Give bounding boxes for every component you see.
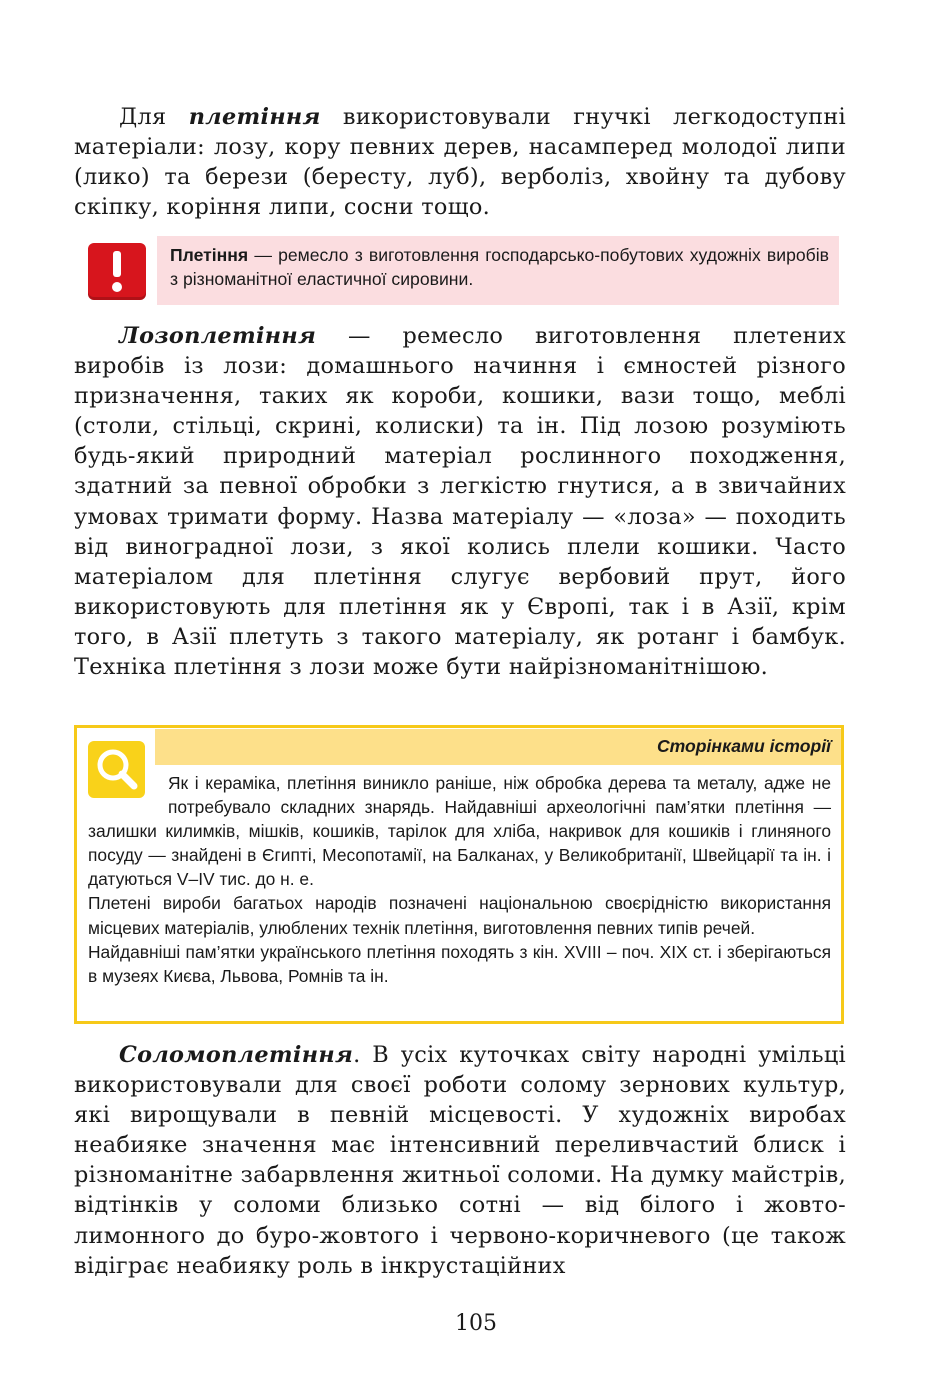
history-paragraph: Плетені вироби багатьох народів позначені національною своєрідністю використання місцевих матеріалів, улюблених технік плетіння, виготовлення певних типів речей. — [88, 893, 831, 938]
exclamation-icon — [88, 243, 146, 300]
definition-text — [170, 243, 829, 291]
paragraph-straw-weaving — [74, 1040, 846, 1281]
history-text — [88, 771, 831, 988]
history-paragraph: Як і кераміка, плетіння виникло раніше, ніж обробка дерева та металу, адже не потребувало складних знарядь. Найдавніші археологічні пам’ятки плетіння — залишки килимків, мішків, кошиків, тарілок для хліба, накривок для кошиків і глиняного посуду — знайдені в Єгипті, Месопотамії, на Балканах, у Великобританії, Швейцарії та ін. і датуються V–IV тис. до н. е. — [88, 773, 831, 890]
paragraph-text: Для — [119, 104, 189, 130]
paragraph-text: . В усіх куточках світу народні умільці використовували для своєї роботи солому зернових культур, які вирощували в певній місцевості. У художніх виробах неабияке значення має інтенсивний переливчастий блиск і різноманітне забарвлення житньої соломи. На думку майстрів, відтінків у соломи близько сотні — від білого і жовто-лимонного до буро-жовтого і червоно-коричневого (це також відіграє неабияку роль в інкрустаційних — [74, 1042, 846, 1279]
definition-body: — ремесло з виготовлення господарсько-побутових художніх виробів з різноманітної еластичної сировини. — [170, 245, 829, 289]
page-number: 105 — [455, 1311, 497, 1336]
paragraph-text: — ремесло виготовлення плетених виробів із лози: домашнього начиння і ємностей різного призначення, таких як короби, кошики, вази тощо, меблі (столи, стільці, скрині, колиски) та ін. Під лозою розуміють будь-який природний матеріал рослинного походження, здатний за певної обробки з легкістю гнутися, а в звичайних умовах тримати форму. Назва матеріалу — «лоза» — походить від виноградної лози, з якої колись плели кошики. Часто матеріалом для плетіння слугує вербовий прут, його використовують для плетіння як у Європі, так і в Азії, крім того, в Азії плетуть з такого матеріалу, як ротанг і бамбук. Техніка плетіння з лози може бути найрізноманітнішою. — [74, 323, 846, 681]
paragraph-wickerwork — [74, 321, 846, 682]
paragraph-text: використовували гнучкі легкодоступні матеріали: лозу, кору певних дерев, насамперед молодої липи (лико) та берези (бересту, луб), верболіз, хвойну та дубову скіпку, коріння липи, сосни тощо. — [74, 104, 847, 221]
term-wickerwork: Лозоплетіння — [119, 323, 317, 349]
history-title: Сторінками історії — [656, 736, 831, 756]
definition-term: Плетіння — [170, 245, 249, 265]
history-paragraph: Найдавніші пам’ятки українського плетіння походять з кін. XVIII – поч. XIX ст. і зберігаються в музеях Києва, Львова, Ромнів та ін. — [88, 941, 831, 986]
term-weaving: плетіння — [188, 104, 321, 130]
term-straw-weaving: Соломоплетіння — [119, 1042, 354, 1068]
history-header — [155, 729, 841, 765]
paragraph-weaving-materials — [74, 102, 846, 222]
definition-box — [157, 236, 839, 305]
